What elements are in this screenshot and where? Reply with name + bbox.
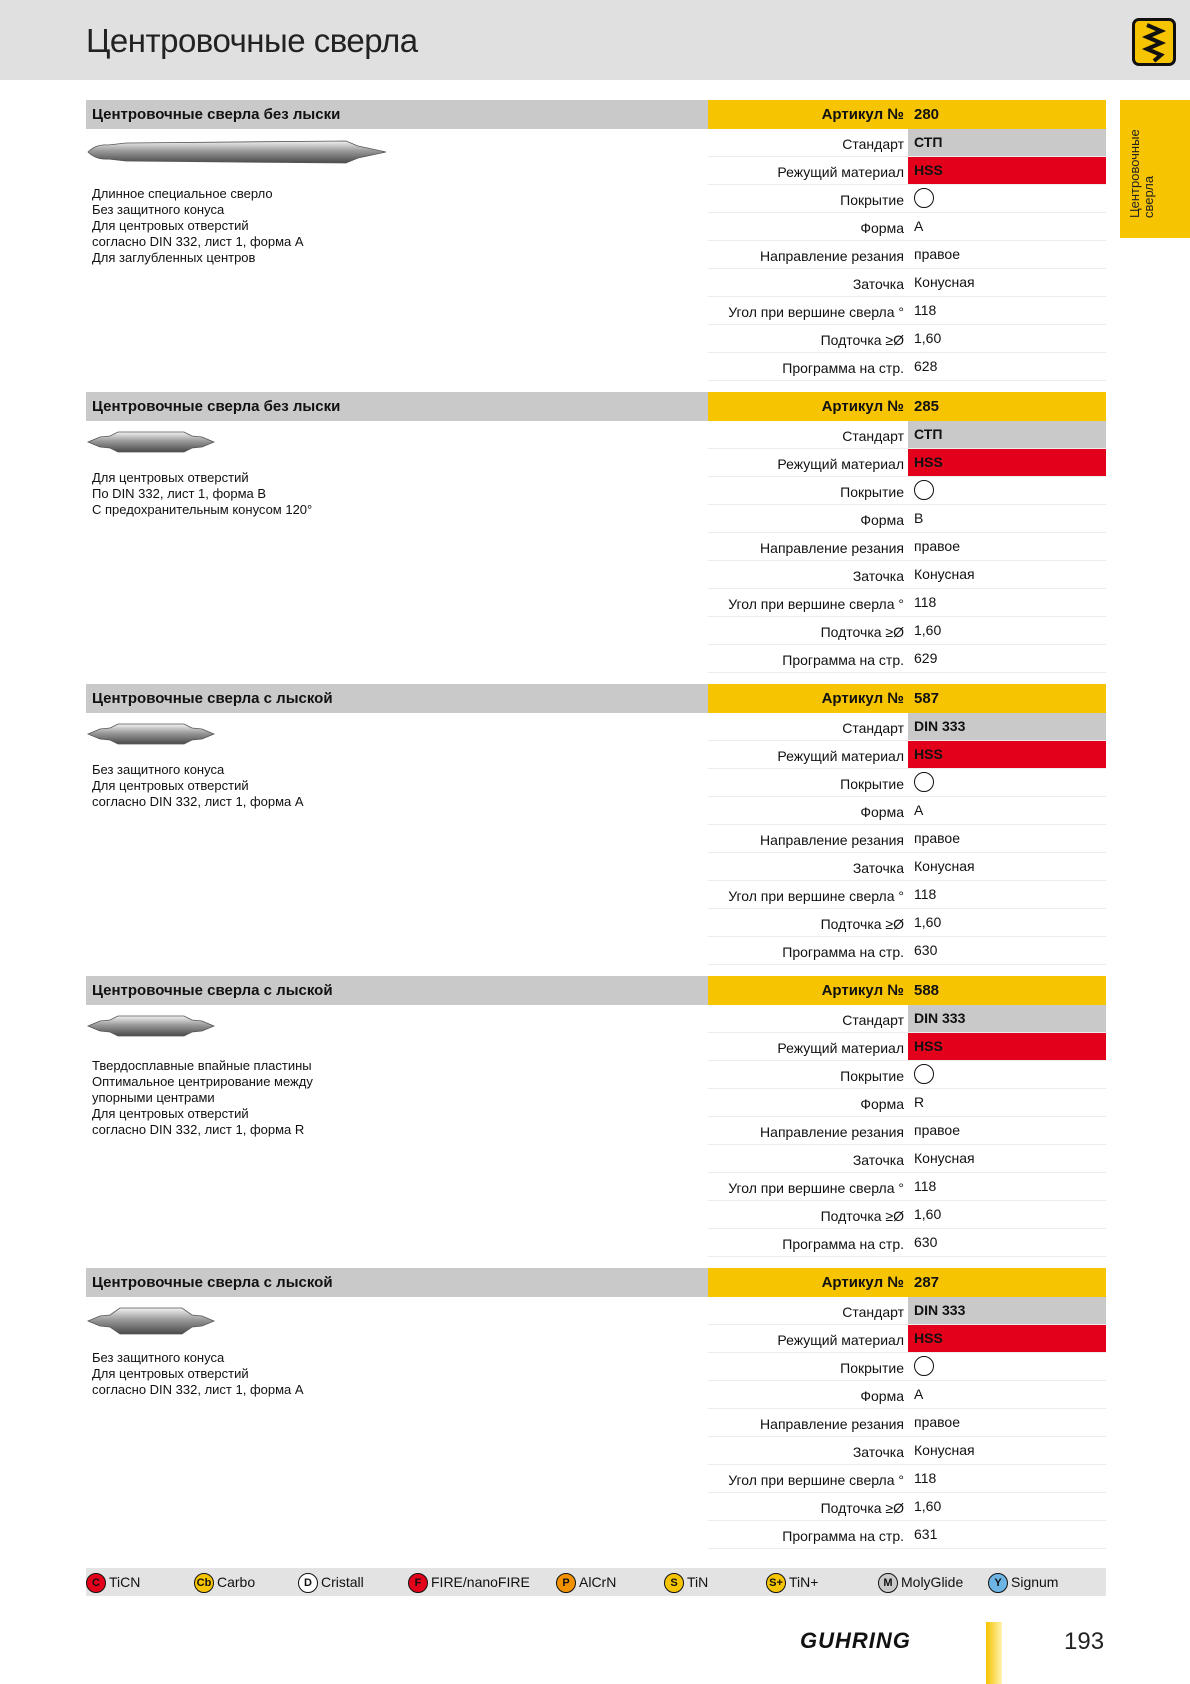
spec-label: Артикул № [821,982,904,999]
legend-item [556,1571,616,1593]
description-line: Без защитного конуса [92,202,225,217]
spec-row-sharpening [708,853,1106,881]
center-drill-flat-icon [86,720,216,748]
spec-value: 1,60 [914,1498,942,1514]
description-line: Для центровых отверстий [92,470,249,485]
section-header [86,100,708,129]
spec-label: Заточка [852,860,904,876]
spec-value: DIN 333 [908,713,1106,740]
description-line: С предохранительным конусом 120° [92,502,313,517]
spec-value: A [914,802,924,818]
spec-value: Конусная [914,858,975,874]
legend-label: FIRE/nanoFIRE [431,1574,530,1590]
spec-row-angle [708,1465,1106,1493]
legend-item [766,1571,818,1593]
spec-row-coating [708,1353,1106,1381]
spec-row-article [708,684,1106,713]
spec-row-sharpening [708,269,1106,297]
spec-value: 1,60 [914,330,942,346]
spec-row-coating [708,769,1106,797]
legend-label: AlCrN [579,1574,617,1590]
spec-row-point [708,325,1106,353]
spec-label: Заточка [852,1444,904,1460]
product-description [92,1350,652,1398]
spec-row-material [708,1033,1106,1061]
spec-label: Форма [860,1388,904,1404]
coating-icon: M [878,1573,898,1593]
spec-value [908,769,1106,796]
spec-value: 118 [914,302,937,318]
spec-label: Артикул № [821,106,904,123]
spec-row-point [708,1493,1106,1521]
spec-row-coating [708,1061,1106,1089]
spec-label: Стандарт [842,136,904,152]
product-section [86,100,1106,390]
spec-value: Конусная [914,566,975,582]
spec-value: правое [914,1122,961,1138]
spec-row-form [708,213,1106,241]
spec-value: A [914,1386,924,1402]
description-line: Твердосплавные впайные пластины [92,1058,312,1073]
spec-row-form [708,1381,1106,1409]
center-drill-icon [86,428,216,456]
section-header [86,392,708,421]
spec-value: HSS [908,1033,1106,1060]
description-line: Для заглубленных центров [92,250,256,265]
spec-value: 1,60 [914,622,942,638]
coating-icon: Y [988,1573,1008,1593]
spec-value: СТП [908,129,1106,156]
spec-row-article [708,1268,1106,1297]
spec-label: Подточка ≥Ø [820,332,904,348]
spec-label: Направление резания [760,1124,904,1140]
spec-value: 629 [914,650,938,666]
spec-row-article [708,976,1106,1005]
spec-value: Конусная [914,1150,975,1166]
spec-row-angle [708,1173,1106,1201]
spec-label: Покрытие [840,192,904,208]
description-line: Длинное специальное сверло [92,186,273,201]
spec-label: Покрытие [840,1068,904,1084]
spec-row-direction [708,533,1106,561]
legend-label: MolyGlide [901,1574,964,1590]
spec-value: 631 [914,1526,938,1542]
spec-row-form [708,505,1106,533]
page-number: 193 [1064,1628,1105,1655]
spec-value [908,1061,1106,1088]
spec-label: Подточка ≥Ø [820,916,904,932]
spec-label: Покрытие [840,1360,904,1376]
description-line: Для центровых отверстий [92,778,249,793]
description-line: Для центровых отверстий [92,1366,249,1381]
legend-item [86,1571,140,1593]
spec-label: Программа на стр. [782,1236,904,1252]
spec-label: Угол при вершине сверла ° [728,1472,904,1488]
spec-label: Подточка ≥Ø [820,1208,904,1224]
spec-row-direction [708,825,1106,853]
legend-label: Signum [1011,1574,1059,1590]
spec-row-point [708,617,1106,645]
spec-table [708,1268,1106,1549]
uncoated-icon [914,1064,934,1084]
spec-label: Направление резания [760,540,904,556]
coating-icon: F [408,1573,428,1593]
spec-value: 118 [914,1178,937,1194]
drill-category-icon [1132,18,1176,66]
legend-label: TiN+ [789,1574,819,1590]
uncoated-icon [914,772,934,792]
description-line: согласно DIN 332, лист 1, форма A [92,794,304,809]
spec-value: 588 [914,982,940,999]
product-section [86,684,1106,974]
spec-label: Форма [860,512,904,528]
spec-label: Стандарт [842,1012,904,1028]
spec-label: Артикул № [821,398,904,415]
spec-label: Стандарт [842,428,904,444]
spec-value: 118 [914,886,937,902]
spec-label: Покрытие [840,776,904,792]
spec-row-material [708,157,1106,185]
section-title: Центровочные сверла без лыски [92,398,341,415]
spec-value [908,185,1106,212]
legend-item [878,1571,963,1593]
description-line: согласно DIN 332, лист 1, форма A [92,234,304,249]
side-tab-label: Центровочные сверла [1127,129,1156,218]
spec-value: 118 [914,594,937,610]
section-title: Центровочные сверла с лыской [92,1274,333,1291]
spec-row-angle [708,589,1106,617]
spec-value: DIN 333 [908,1297,1106,1324]
product-section [86,1268,1106,1558]
spec-label: Программа на стр. [782,360,904,376]
section-title: Центровочные сверла с лыской [92,690,333,707]
description-line: Без защитного конуса [92,762,225,777]
uncoated-icon [914,480,934,500]
product-description [92,470,652,518]
spec-label: Заточка [852,1152,904,1168]
section-header [86,976,708,1005]
brand-accent-bar [986,1622,1002,1684]
spec-value [908,1353,1106,1380]
spec-row-program [708,1229,1106,1257]
description-line: Оптимальное центрирование между [92,1074,313,1089]
spec-label: Артикул № [821,690,904,707]
spec-value: DIN 333 [908,1005,1106,1032]
spec-label: Программа на стр. [782,944,904,960]
spec-row-program [708,1521,1106,1549]
spec-label: Угол при вершине сверла ° [728,304,904,320]
legend-label: Cristall [321,1574,364,1590]
section-title: Центровочные сверла с лыской [92,982,333,999]
spec-label: Артикул № [821,1274,904,1291]
description-line: согласно DIN 332, лист 1, форма R [92,1122,305,1137]
spec-label: Угол при вершине сверла ° [728,1180,904,1196]
coating-icon: S+ [766,1573,786,1593]
spec-label: Угол при вершине сверла ° [728,596,904,612]
spec-label: Направление резания [760,248,904,264]
page-header [0,0,1190,80]
spec-value: HSS [908,157,1106,184]
description-line: Без защитного конуса [92,1350,225,1365]
spec-value: HSS [908,741,1106,768]
spec-value: 280 [914,106,940,123]
spec-row-sharpening [708,561,1106,589]
description-line: согласно DIN 332, лист 1, форма A [92,1382,304,1397]
spec-label: Подточка ≥Ø [820,624,904,640]
spec-row-material [708,449,1106,477]
spec-label: Режущий материал [777,1332,904,1348]
spec-value: 287 [914,1274,940,1291]
spec-row-program [708,353,1106,381]
coating-icon: S [664,1573,684,1593]
spec-table [708,100,1106,381]
spec-value: Конусная [914,274,975,290]
spec-label: Стандарт [842,720,904,736]
spec-value: 1,60 [914,914,942,930]
product-description [92,762,652,810]
coating-icon: C [86,1573,106,1593]
spec-row-standard [708,1297,1106,1325]
spec-row-program [708,937,1106,965]
spec-row-angle [708,881,1106,909]
legend-label: TiCN [109,1574,141,1590]
coating-icon: D [298,1573,318,1593]
spec-label: Покрытие [840,484,904,500]
spec-value: 118 [914,1470,937,1486]
spec-value: 630 [914,942,938,958]
spec-label: Программа на стр. [782,1528,904,1544]
spec-label: Программа на стр. [782,652,904,668]
product-section [86,392,1106,682]
legend-label: TiN [687,1574,709,1590]
center-drill-carbide-icon [86,1012,216,1040]
uncoated-icon [914,1356,934,1376]
section-title: Центровочные сверла без лыски [92,106,341,123]
section-header [86,1268,708,1297]
product-description [92,186,652,266]
brand-logo: GUHRING [800,1628,911,1653]
spec-row-coating [708,477,1106,505]
spec-label: Режущий материал [777,456,904,472]
spec-label: Форма [860,804,904,820]
spec-value: R [914,1094,925,1110]
spec-label: Форма [860,220,904,236]
legend-item [664,1571,708,1593]
spec-row-point [708,1201,1106,1229]
description-line: Для центровых отверстий [92,218,249,233]
spec-row-form [708,797,1106,825]
spec-row-standard [708,713,1106,741]
spec-value: 587 [914,690,940,707]
spec-value: правое [914,1414,961,1430]
long-center-drill-icon [86,136,386,168]
coating-icon: Cb [194,1573,214,1593]
spec-row-direction [708,1117,1106,1145]
spec-value: A [914,218,924,234]
spec-value: правое [914,538,961,554]
spec-row-direction [708,1409,1106,1437]
section-header [86,684,708,713]
spec-table [708,684,1106,965]
legend-label: Carbo [217,1574,256,1590]
uncoated-icon [914,188,934,208]
spec-row-sharpening [708,1145,1106,1173]
spec-value: 630 [914,1234,938,1250]
center-drill-flat-icon [86,1304,216,1338]
spec-value: 1,60 [914,1206,942,1222]
spec-label: Стандарт [842,1304,904,1320]
spec-label: Форма [860,1096,904,1112]
spec-label: Режущий материал [777,164,904,180]
spec-table [708,976,1106,1257]
spec-label: Направление резания [760,1416,904,1432]
spec-value: B [914,510,924,526]
spec-row-material [708,1325,1106,1353]
spec-row-angle [708,297,1106,325]
spec-row-standard [708,421,1106,449]
legend-item [408,1571,530,1593]
legend-item [298,1571,364,1593]
page-title: Центровочные сверла [86,22,418,59]
spec-table [708,392,1106,673]
description-line: упорными центрами [92,1090,215,1105]
spec-label: Режущий материал [777,748,904,764]
description-line: По DIN 332, лист 1, форма B [92,486,267,501]
spec-value: правое [914,830,961,846]
spec-value [908,477,1106,504]
spec-row-point [708,909,1106,937]
spec-value: 285 [914,398,940,415]
spec-value: СТП [908,421,1106,448]
spec-row-program [708,645,1106,673]
spec-row-sharpening [708,1437,1106,1465]
spec-label: Заточка [852,568,904,584]
legend-item [194,1571,255,1593]
spec-value: HSS [908,1325,1106,1352]
spec-row-article [708,392,1106,421]
spec-value: HSS [908,449,1106,476]
coating-icon: P [556,1573,576,1593]
spec-row-direction [708,241,1106,269]
coating-legend [86,1568,1106,1596]
spec-row-standard [708,1005,1106,1033]
spec-value: 628 [914,358,938,374]
spec-label: Направление резания [760,832,904,848]
description-line: Для центровых отверстий [92,1106,249,1121]
spec-row-material [708,741,1106,769]
spec-label: Заточка [852,276,904,292]
spec-row-coating [708,185,1106,213]
spec-value: правое [914,246,961,262]
legend-item [988,1571,1058,1593]
spec-label: Подточка ≥Ø [820,1500,904,1516]
side-category-tab[interactable] [1120,100,1190,238]
spec-row-standard [708,129,1106,157]
spec-label: Режущий материал [777,1040,904,1056]
product-section [86,976,1106,1266]
spec-label: Угол при вершине сверла ° [728,888,904,904]
spec-value: Конусная [914,1442,975,1458]
product-description [92,1058,652,1138]
spec-row-article [708,100,1106,129]
spec-row-form [708,1089,1106,1117]
